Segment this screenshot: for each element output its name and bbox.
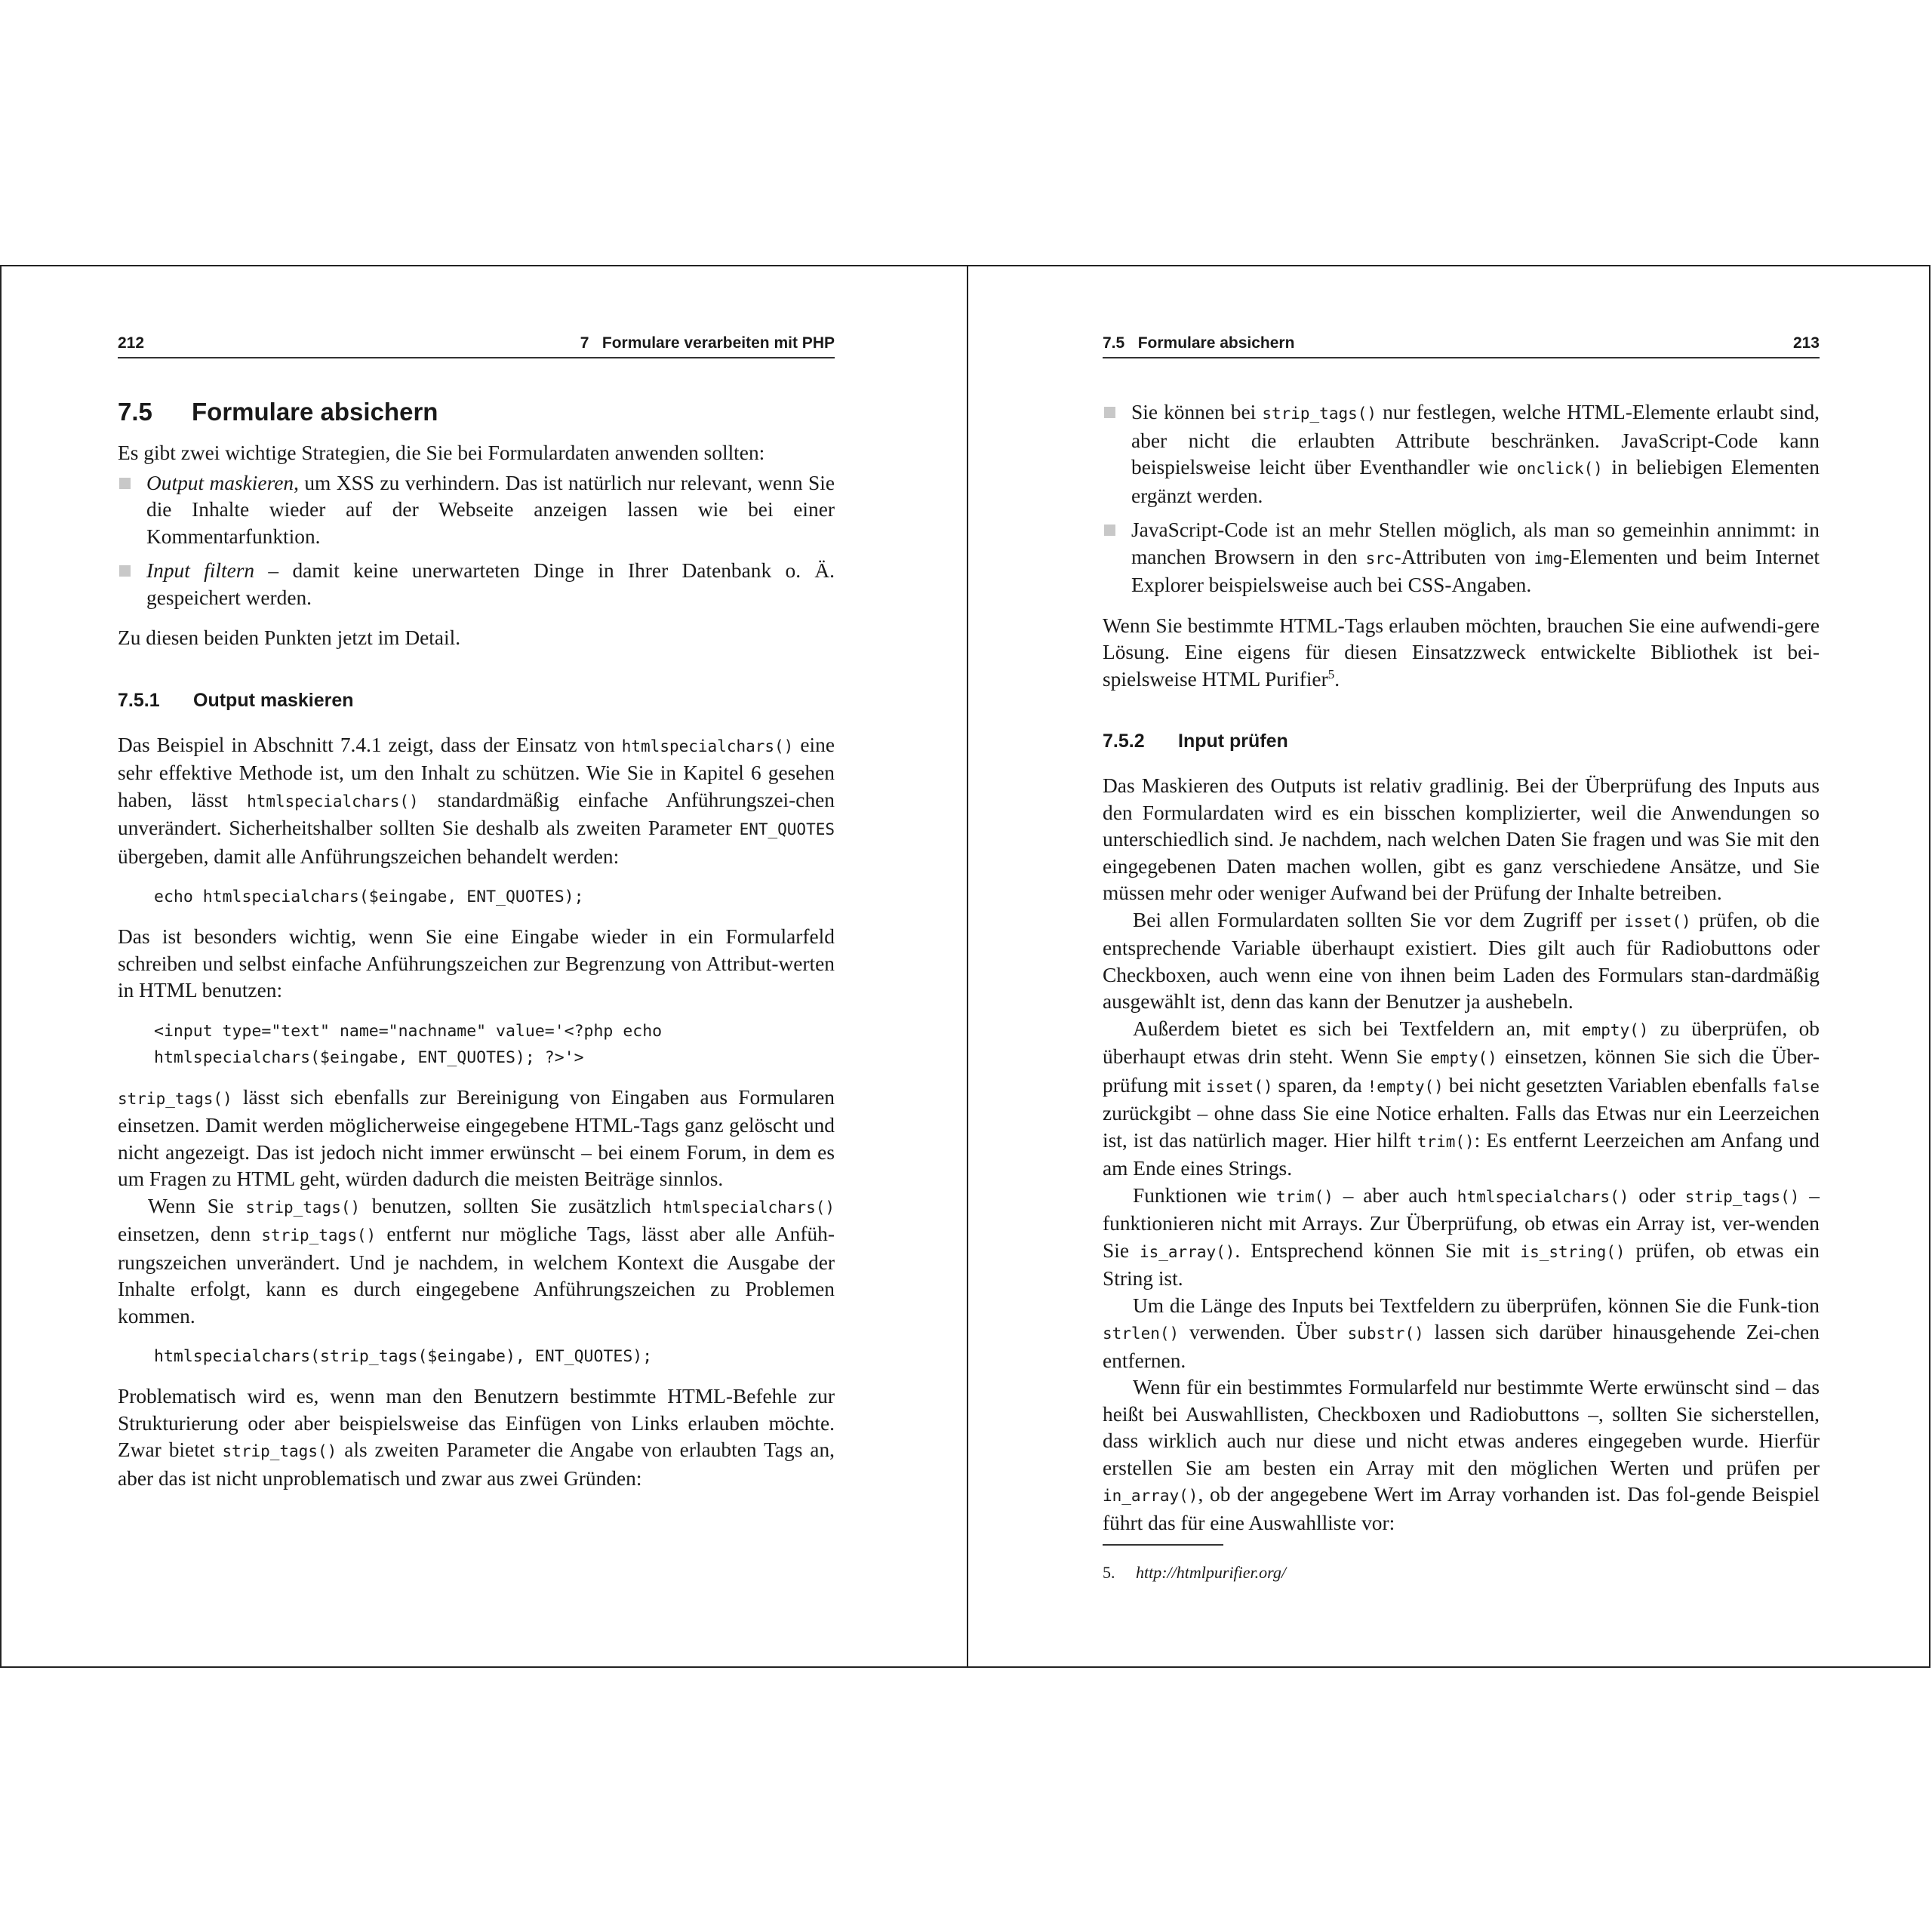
inline-code: htmlspecialchars() bbox=[621, 737, 794, 755]
intro-paragraph: Es gibt zwei wichtige Strategien, die Sie bei Formulardaten anwenden sollten: bbox=[118, 441, 765, 464]
inline-code: empty() bbox=[1430, 1049, 1497, 1067]
list-item bbox=[1103, 399, 1820, 509]
section-running-title: 7.5 Formulare absichern bbox=[1103, 334, 1295, 352]
paragraph: Zu diesen beiden Punkten jetzt im Detail. bbox=[118, 626, 461, 649]
footnote-link[interactable]: http://htmlpurifier.org/ bbox=[1136, 1563, 1287, 1582]
paragraph bbox=[118, 732, 835, 871]
text-run: Bei allen Formulardaten sollten Sie vor dem Zugriff per bbox=[1133, 908, 1625, 931]
list-item bbox=[118, 558, 835, 611]
text-run: zurückgibt – ohne dass Sie eine Notice erhalten. Falls das Etwas nur ein Leerzeichen ist, ist das natürlich mager. Hier hilft bbox=[1103, 1102, 1820, 1152]
paragraph bbox=[1103, 1183, 1820, 1293]
inline-code: img bbox=[1534, 549, 1563, 568]
section-number: 7.5 bbox=[118, 398, 152, 426]
paragraph bbox=[118, 1084, 835, 1193]
text-run: Das Beispiel in Abschnitt 7.4.1 zeigt, dass der Einsatz von bbox=[118, 733, 622, 756]
paragraph bbox=[118, 1193, 835, 1331]
inline-code: isset() bbox=[1624, 912, 1691, 931]
text-run: verwenden. Über bbox=[1179, 1321, 1348, 1343]
text-run: lässt sich ebenfalls zur Bereinigung von Eingaben aus Formularen einsetzen. Damit werden möglicherweise eingegebene HTML-Tags ganz gelöscht und nicht angezeigt. Das ist jedoch nicht immer erwünscht – bei einem Forum, in dem es um Fragen zu HTML geht, würden dadurch die meisten Beiträge sinnlos. bbox=[118, 1085, 835, 1190]
footnote-rule bbox=[1103, 1544, 1223, 1546]
text-run: Wenn für ein bestimmtes Formularfeld nur bestimmte Werte erwünscht sind – das heißt bei Auswahllisten, Checkboxen und Radiobuttons –, sollten Sie sicherstellen, dass wirklich auch nur diese und nicht etwas anderes eingegeben wurde. Hierfür erstellen Sie am besten ein Array mit den möglichen Werten und prüfen per bbox=[1103, 1376, 1820, 1479]
right-running-head bbox=[1103, 333, 1820, 358]
inline-code: strip_tags() bbox=[118, 1089, 232, 1108]
paragraph bbox=[1103, 1374, 1820, 1537]
text-run: . bbox=[1334, 667, 1340, 691]
list-item-emphasis: Input filtern bbox=[146, 559, 255, 582]
text-run: Sie können bei bbox=[1131, 401, 1263, 423]
list-item-text: – damit keine unerwarteten Dinge in Ihrer Datenbank o. Ä. gespeichert werden. bbox=[146, 559, 835, 609]
subsection-number: 7.5.1 bbox=[118, 689, 160, 711]
page-number-right: 213 bbox=[1792, 334, 1820, 352]
text-run: Um die Länge des Inputs bei Textfeldern zu überprüfen, können Sie die Funk-tion bbox=[1133, 1294, 1820, 1317]
footnote bbox=[1103, 1562, 1820, 1583]
text-run: lassen sich darüber hinausgehende Zei-chen entfernen. bbox=[1103, 1321, 1820, 1372]
chapter-title: 7 Formulare verarbeiten mit PHP bbox=[580, 334, 835, 352]
paragraph bbox=[118, 1383, 835, 1492]
text-run: entfernt nur mögliche Tags, lässt aber alle Anfüh-rungszeichen unverändert. Und je nachdem, in welchem Kontext die Ausgabe der Inhalte erfolgt, kann es durch eingegebene Anführungszeichen zu Problemen kommen. bbox=[118, 1223, 835, 1327]
inline-code: is_array() bbox=[1139, 1242, 1235, 1261]
inline-code: strip_tags() bbox=[245, 1198, 361, 1217]
square-bullet-icon bbox=[1104, 407, 1115, 418]
text-run: oder bbox=[1629, 1183, 1685, 1207]
text-run: als zweiten Parameter die Angabe von erlaubten Tags an, aber das ist nicht unproblematisch und zwar aus zwei Gründen: bbox=[118, 1438, 835, 1490]
inline-code: strip_tags() bbox=[1684, 1187, 1800, 1206]
square-bullet-icon bbox=[1104, 525, 1115, 536]
text-run: prüfen, ob etwas ein String ist. bbox=[1103, 1238, 1820, 1290]
paragraph bbox=[1103, 613, 1820, 694]
page-number-left: 212 bbox=[118, 334, 145, 352]
paragraph: Das Maskieren des Outputs ist relativ gradlinig. Bei der Überprüfung des Inputs aus den Formulardaten wird es ein bisschen komplizierter, weil die Anwendungen so unterschiedlich sind. Je nachdem, nach welchen Daten Sie fragen und was Sie mit den eingegebenen Daten machen wollen, gibt es ganz verschiedene Ansätze, und Sie müssen mehr oder weniger Aufwand bei der Prüfung der Inhalte betreiben. bbox=[1103, 774, 1820, 904]
text-run: prüfen, ob die entsprechende Variable überhaupt existiert. Dies gilt auch für Radiobuttons oder Checkboxen, auch wenn eine von ihnen beim Laden des Formulars stan-dardmäßig ausgewählt ist, denn das kann der Benutzer ja aushebeln. bbox=[1103, 908, 1820, 1013]
text-run: Wenn Sie bbox=[148, 1194, 246, 1217]
subsection-heading bbox=[118, 688, 835, 712]
reasons-list bbox=[1103, 399, 1820, 599]
text-run: , ob der angegebene Wert im Array vorhanden ist. Das fol-gende Beispiel führt das für eine Auswahlliste vor: bbox=[1103, 1483, 1820, 1534]
paragraph: Das ist besonders wichtig, wenn Sie eine Eingabe wieder in ein Formularfeld schreiben und selbst einfache Anführungszeichen zur Begrenzung von Attribut-werten in HTML benutzen: bbox=[118, 925, 835, 1001]
section-heading bbox=[118, 396, 835, 428]
inline-code: in_array() bbox=[1103, 1487, 1198, 1505]
text-run: einsetzen, denn bbox=[118, 1223, 262, 1245]
left-body bbox=[118, 396, 835, 1506]
text-run: einsetzen, können Sie sich die Über-prüfung mit bbox=[1103, 1045, 1820, 1097]
list-item bbox=[1103, 517, 1820, 599]
text-run: benutzen, sollten Sie zusätzlich bbox=[360, 1194, 663, 1217]
text-run: in beliebigen Elementen ergänzt werden. bbox=[1131, 456, 1820, 507]
subsection-number: 7.5.2 bbox=[1103, 731, 1145, 752]
right-body bbox=[1103, 399, 1820, 1583]
text-run: bei nicht gesetzten Variablen ebenfalls bbox=[1443, 1073, 1772, 1097]
inline-code: trim() bbox=[1417, 1132, 1475, 1151]
text-run: zu überprüfen, ob überhaupt etwas drin steht. Wenn Sie bbox=[1103, 1017, 1820, 1068]
inline-code: !empty() bbox=[1367, 1077, 1444, 1096]
page-gutter bbox=[967, 266, 968, 1666]
code-block: <input type="text" name="nachname" value='<?php echo htmlspecialchars($eingabe, ENT_QUOTES); ?>'> bbox=[154, 1021, 663, 1067]
text-run: nur festlegen, welche HTML-Elemente erlaubt sind, aber nicht die erlaubten Attribute beschränken. JavaScript-Code kann beispielsweise leicht über Eventhandler wie bbox=[1131, 401, 1820, 478]
code-block: echo htmlspecialchars($eingabe, ENT_QUOTES); bbox=[154, 888, 584, 906]
square-bullet-icon bbox=[119, 478, 131, 489]
inline-code: htmlspecialchars() bbox=[247, 792, 419, 811]
text-run: Problematisch wird es, wenn man den Benutzern bestimmte HTML-Befehle zur Strukturierung oder aber beispielsweise das Einfügen von Links erlauben möchte. Zwar bietet bbox=[118, 1385, 835, 1461]
inline-code: htmlspecialchars() bbox=[663, 1198, 835, 1217]
text-run: -Attributen von bbox=[1394, 545, 1534, 568]
text-run: Außerdem bietet es sich bei Textfeldern an, mit bbox=[1133, 1017, 1582, 1040]
inline-code: substr() bbox=[1347, 1324, 1424, 1343]
text-run: Wenn Sie bestimmte HTML-Tags erlauben möchten, brauchen Sie eine aufwendi-gere Lösung. Eine eigens für diesen Einsatzzweck entwickelte Bibliothek ist bei-spielsweise HTML Purifier bbox=[1103, 614, 1820, 691]
inline-code: strip_tags() bbox=[222, 1442, 337, 1460]
section-title: Formulare absichern bbox=[192, 398, 438, 426]
inline-code: ENT_QUOTES bbox=[739, 820, 835, 838]
square-bullet-icon bbox=[119, 565, 131, 577]
text-run: sparen, da bbox=[1272, 1073, 1367, 1097]
inline-code: strip_tags() bbox=[261, 1226, 377, 1244]
text-run: standardmäßig einfache Anführungszei-chen unverändert. Sicherheitshalber sollten Sie deshalb als zweiten Parameter bbox=[118, 788, 835, 839]
inline-code: onclick() bbox=[1517, 460, 1603, 478]
text-run: : Es entfernt Leerzeichen am Anfang und am Ende eines Strings. bbox=[1103, 1128, 1820, 1180]
left-running-head bbox=[118, 333, 835, 358]
subsection-title: Output maskieren bbox=[193, 689, 354, 711]
inline-code: strlen() bbox=[1103, 1324, 1180, 1343]
subsection-heading bbox=[1103, 729, 1820, 753]
paragraph bbox=[1103, 1016, 1820, 1183]
list-item-emphasis: Output maskieren bbox=[146, 471, 294, 494]
text-run: übergeben, damit alle Anführungszeichen behandelt werden: bbox=[118, 844, 620, 868]
text-run: -Elementen und beim Internet Explorer beispielsweise auch bei CSS-Angaben. bbox=[1131, 545, 1820, 596]
text-run: Funktionen wie bbox=[1133, 1183, 1277, 1207]
inline-code: strip_tags() bbox=[1262, 405, 1377, 423]
text-run: – funktionieren nicht mit Arrays. Zur Überprüfung, ob etwas ein Array ist, ver-wenden Sie bbox=[1103, 1183, 1820, 1262]
inline-code: is_string() bbox=[1520, 1242, 1626, 1261]
inline-code: empty() bbox=[1581, 1020, 1649, 1039]
paragraph bbox=[1103, 1293, 1820, 1375]
footnote-number: 5. bbox=[1103, 1563, 1115, 1582]
footnote-reference: 5 bbox=[1327, 666, 1335, 681]
inline-code: trim() bbox=[1276, 1187, 1334, 1206]
subsection-title: Input prüfen bbox=[1178, 731, 1288, 752]
book-spread bbox=[0, 265, 1930, 1668]
inline-code: false bbox=[1771, 1077, 1820, 1096]
paragraph bbox=[1103, 907, 1820, 1016]
text-run: . Entsprechend können Sie mit bbox=[1235, 1238, 1521, 1262]
strategy-list bbox=[118, 470, 835, 612]
code-block: htmlspecialchars(strip_tags($eingabe), ENT_QUOTES); bbox=[154, 1347, 653, 1366]
list-item bbox=[118, 470, 835, 551]
inline-code: src bbox=[1365, 549, 1395, 568]
text-run: JavaScript-Code ist an mehr Stellen möglich, als man so gemeinhin annimmt: in manchen Browsern in den bbox=[1131, 518, 1820, 568]
list-item-text: , um XSS zu verhindern. Das ist natürlich nur relevant, wenn Sie die Inhalte wieder auf der Webseite anzeigen lassen wie bei einer Kommentarfunktion. bbox=[146, 471, 835, 548]
text-run: – aber auch bbox=[1333, 1183, 1457, 1207]
inline-code: isset() bbox=[1206, 1077, 1273, 1096]
inline-code: htmlspecialchars() bbox=[1457, 1187, 1629, 1206]
text-run: eine sehr effektive Methode ist, um den Inhalt zu schützen. Wie Sie in Kapitel 6 gesehen haben, lässt bbox=[118, 733, 835, 811]
